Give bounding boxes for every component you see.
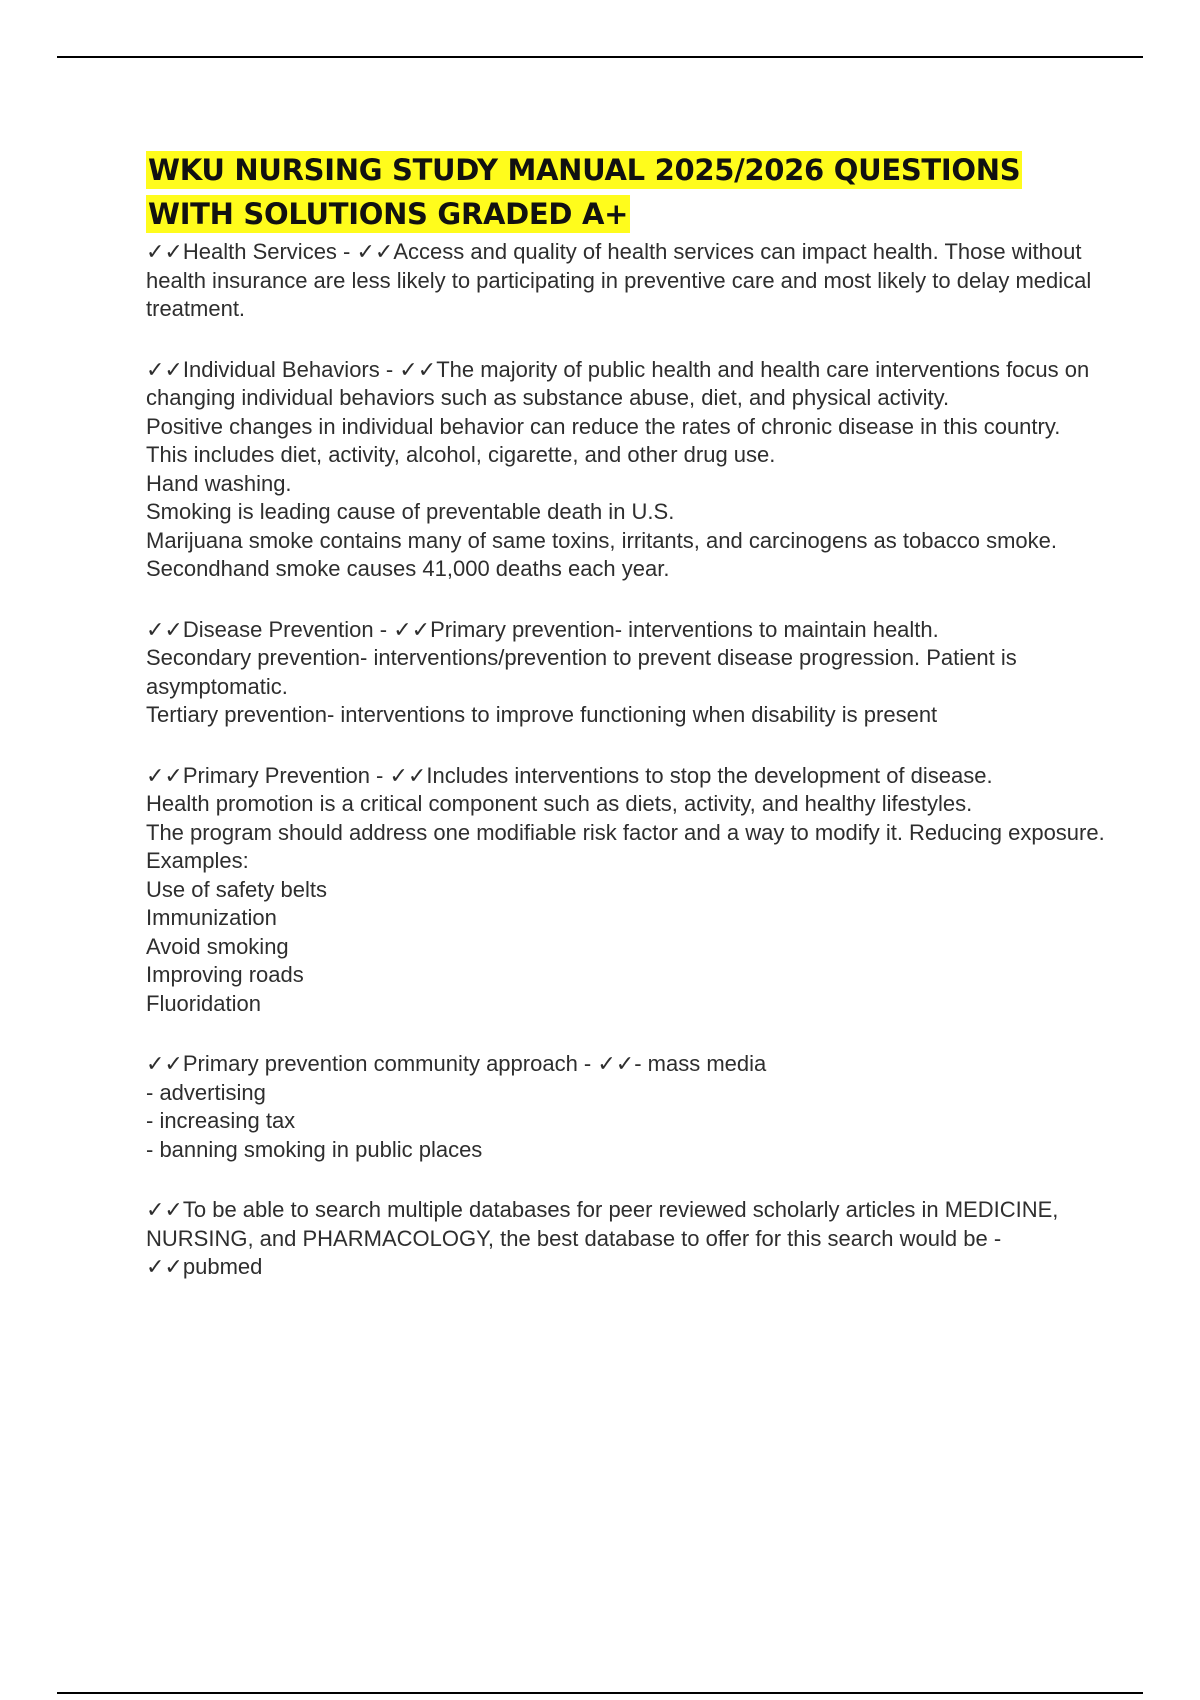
answer-line: This includes diet, activity, alcohol, cigarette, and other drug use. <box>146 442 776 467</box>
question-term: ✓✓Primary Prevention - ✓✓ <box>146 762 427 788</box>
answer-text: Access and quality of health services can impact health. Those without health insurance are less likely to participating in preventive care and most likely to delay medical treatment. <box>146 239 1092 321</box>
qa-first-line <box>146 762 1106 791</box>
answer-line: Secondhand smoke causes 41,000 deaths each year. <box>146 556 670 581</box>
answer-line: Improving roads <box>146 962 304 987</box>
qa-list <box>146 238 1106 1282</box>
qa-entry <box>146 762 1106 1019</box>
answer-line: Fluoridation <box>146 990 261 1016</box>
top-rule <box>57 56 1143 58</box>
question-term: ✓✓Health Services - ✓✓ <box>146 239 394 264</box>
document-title <box>146 148 1106 236</box>
answer-line: Positive changes in individual behavior can reduce the rates of chronic disease in this country. <box>146 413 1061 439</box>
answer-text: The majority of public health and health care interventions focus on changing individual behaviors such as substance abuse, diet, and physical activity. <box>146 356 1090 410</box>
qa-first-line <box>146 356 1106 413</box>
document-body <box>146 148 1106 1314</box>
qa-entry <box>146 238 1106 324</box>
qa-entry <box>146 616 1106 730</box>
answer-line: Examples: <box>146 848 249 873</box>
qa-entry <box>146 356 1106 584</box>
bottom-rule <box>57 1692 1143 1694</box>
answer-text: Includes interventions to stop the development of disease. <box>426 762 993 788</box>
answer-line: Tertiary prevention- interventions to improve functioning when disability is present <box>146 702 938 727</box>
answer-line: - banning smoking in public places <box>146 1136 483 1162</box>
answer-line: - increasing tax <box>146 1108 296 1133</box>
answer-line: Marijuana smoke contains many of same toxins, irritants, and carcinogens as tobacco smoke. <box>146 527 1057 553</box>
question-term: ✓✓To be able to search multiple databases for peer reviewed scholarly articles in MEDICINE, NURSING, and PHARMACOLOGY, the best database to offer for this search would be - ✓✓ <box>146 1197 1059 1279</box>
answer-line: The program should address one modifiable risk factor and a way to modify it. Reducing exposure. <box>146 819 1105 845</box>
qa-first-line <box>146 238 1106 324</box>
answer-text: pubmed <box>182 1254 263 1279</box>
answer-line: Immunization <box>146 905 277 930</box>
title-highlight: WKU NURSING STUDY MANUAL 2025/2026 QUESTIONS WITH SOLUTIONS GRADED A+ <box>148 153 1021 231</box>
qa-first-line <box>146 1196 1106 1282</box>
answer-line: Avoid smoking <box>146 933 289 959</box>
answer-text: - mass media <box>634 1051 767 1076</box>
answer-line: Hand washing. <box>146 470 292 496</box>
question-term: ✓✓Individual Behaviors - ✓✓ <box>146 356 437 382</box>
question-term: ✓✓Disease Prevention - ✓✓ <box>146 616 431 642</box>
answer-line: Secondary prevention- interventions/prevention to prevent disease progression. Patient is asymptomatic. <box>146 645 1017 699</box>
answer-line: - advertising <box>146 1079 266 1105</box>
answer-line: Use of safety belts <box>146 876 327 902</box>
answer-line: Smoking is leading cause of preventable death in U.S. <box>146 499 675 524</box>
qa-entry <box>146 1196 1106 1282</box>
answer-line: Health promotion is a critical component such as diets, activity, and healthy lifestyles. <box>146 791 973 816</box>
qa-first-line <box>146 1050 1106 1079</box>
question-term: ✓✓Primary prevention community approach - ✓✓ <box>146 1051 635 1076</box>
answer-text: Primary prevention- interventions to maintain health. <box>430 616 939 642</box>
qa-first-line <box>146 616 1106 645</box>
qa-entry <box>146 1050 1106 1164</box>
